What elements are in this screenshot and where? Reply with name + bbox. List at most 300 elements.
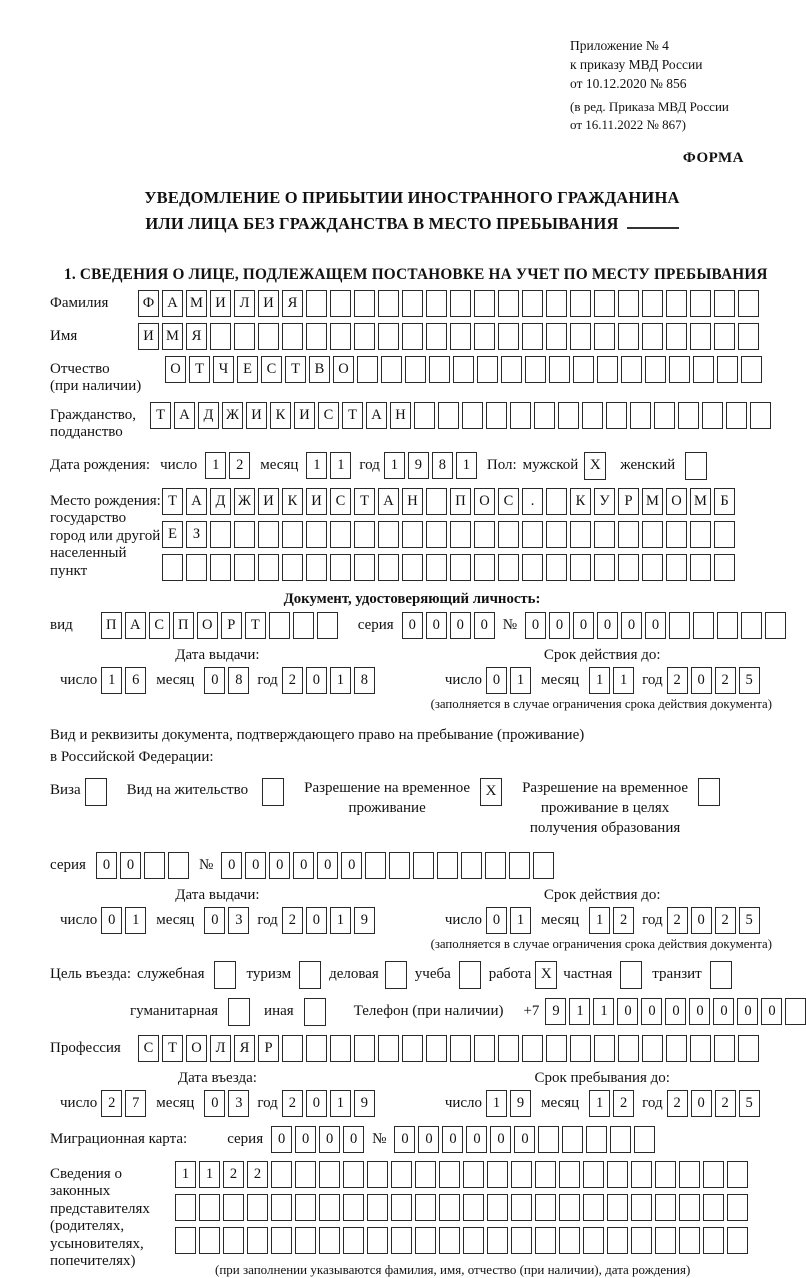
char-cell[interactable] bbox=[282, 323, 303, 350]
char-cell[interactable] bbox=[413, 852, 434, 879]
char-cell[interactable] bbox=[618, 323, 639, 350]
char-cell[interactable] bbox=[654, 402, 675, 429]
char-cell[interactable] bbox=[631, 1227, 652, 1254]
char-cell[interactable]: 0 bbox=[120, 852, 141, 879]
char-cell[interactable] bbox=[522, 1035, 543, 1062]
char-cell[interactable]: О bbox=[186, 1035, 207, 1062]
char-cell[interactable] bbox=[414, 402, 435, 429]
char-cell[interactable]: 2 bbox=[715, 667, 736, 694]
char-cell[interactable] bbox=[365, 852, 386, 879]
char-cell[interactable]: 1 bbox=[589, 907, 610, 934]
char-cell[interactable] bbox=[583, 1194, 604, 1221]
char-cell[interactable] bbox=[378, 554, 399, 581]
char-cell[interactable]: 0 bbox=[269, 852, 290, 879]
char-cell[interactable] bbox=[269, 612, 290, 639]
char-cell[interactable] bbox=[642, 1035, 663, 1062]
char-cell[interactable] bbox=[610, 1126, 631, 1153]
char-cell[interactable] bbox=[559, 1161, 580, 1188]
char-cell[interactable]: 1 bbox=[589, 1090, 610, 1117]
char-cell[interactable] bbox=[463, 1161, 484, 1188]
char-cell[interactable] bbox=[679, 1194, 700, 1221]
char-cell[interactable] bbox=[535, 1227, 556, 1254]
char-cell[interactable]: 0 bbox=[525, 612, 546, 639]
char-cell[interactable]: 0 bbox=[713, 998, 734, 1025]
char-cell[interactable] bbox=[618, 554, 639, 581]
temp-permit-checkbox[interactable]: X bbox=[480, 778, 502, 806]
char-cell[interactable]: 0 bbox=[549, 612, 570, 639]
char-cell[interactable] bbox=[258, 521, 279, 548]
char-cell[interactable]: 0 bbox=[306, 667, 327, 694]
char-cell[interactable]: 0 bbox=[486, 667, 507, 694]
char-cell[interactable]: П bbox=[101, 612, 122, 639]
char-cell[interactable] bbox=[785, 998, 806, 1025]
char-cell[interactable]: С bbox=[318, 402, 339, 429]
char-cell[interactable] bbox=[474, 290, 495, 317]
char-cell[interactable] bbox=[429, 356, 450, 383]
char-cell[interactable] bbox=[666, 1035, 687, 1062]
char-cell[interactable] bbox=[741, 612, 762, 639]
char-cell[interactable] bbox=[354, 521, 375, 548]
char-cell[interactable] bbox=[354, 554, 375, 581]
char-cell[interactable] bbox=[621, 356, 642, 383]
char-cell[interactable]: Д bbox=[210, 488, 231, 515]
char-cell[interactable] bbox=[607, 1227, 628, 1254]
char-cell[interactable] bbox=[509, 852, 530, 879]
char-cell[interactable] bbox=[438, 402, 459, 429]
char-cell[interactable] bbox=[450, 290, 471, 317]
char-cell[interactable]: И bbox=[258, 290, 279, 317]
char-cell[interactable] bbox=[714, 290, 735, 317]
char-cell[interactable]: 1 bbox=[205, 452, 226, 479]
char-cell[interactable]: 0 bbox=[573, 612, 594, 639]
char-cell[interactable]: И bbox=[258, 488, 279, 515]
char-cell[interactable] bbox=[583, 1227, 604, 1254]
char-cell[interactable] bbox=[175, 1227, 196, 1254]
char-cell[interactable]: 2 bbox=[101, 1090, 122, 1117]
char-cell[interactable] bbox=[693, 356, 714, 383]
char-cell[interactable] bbox=[586, 1126, 607, 1153]
char-cell[interactable]: 2 bbox=[282, 667, 303, 694]
char-cell[interactable]: 1 bbox=[306, 452, 327, 479]
char-cell[interactable] bbox=[690, 323, 711, 350]
char-cell[interactable] bbox=[582, 402, 603, 429]
char-cell[interactable]: 5 bbox=[739, 667, 760, 694]
char-cell[interactable] bbox=[343, 1227, 364, 1254]
char-cell[interactable]: 0 bbox=[645, 612, 666, 639]
char-cell[interactable]: 0 bbox=[341, 852, 362, 879]
char-cell[interactable]: 0 bbox=[394, 1126, 415, 1153]
char-cell[interactable] bbox=[666, 323, 687, 350]
char-cell[interactable]: 0 bbox=[204, 1090, 225, 1117]
char-cell[interactable] bbox=[666, 290, 687, 317]
char-cell[interactable] bbox=[319, 1161, 340, 1188]
char-cell[interactable] bbox=[546, 554, 567, 581]
char-cell[interactable]: 2 bbox=[282, 907, 303, 934]
char-cell[interactable]: О bbox=[474, 488, 495, 515]
char-cell[interactable]: 2 bbox=[715, 907, 736, 934]
residence-permit-checkbox[interactable] bbox=[262, 778, 284, 806]
char-cell[interactable]: 0 bbox=[317, 852, 338, 879]
char-cell[interactable] bbox=[295, 1194, 316, 1221]
char-cell[interactable] bbox=[271, 1227, 292, 1254]
char-cell[interactable] bbox=[391, 1194, 412, 1221]
purpose-official-checkbox[interactable] bbox=[214, 961, 236, 989]
char-cell[interactable]: С bbox=[330, 488, 351, 515]
char-cell[interactable]: У bbox=[594, 488, 615, 515]
char-cell[interactable] bbox=[437, 852, 458, 879]
char-cell[interactable] bbox=[546, 290, 567, 317]
char-cell[interactable] bbox=[461, 852, 482, 879]
char-cell[interactable]: 2 bbox=[715, 1090, 736, 1117]
char-cell[interactable]: М bbox=[690, 488, 711, 515]
char-cell[interactable] bbox=[402, 290, 423, 317]
char-cell[interactable] bbox=[655, 1194, 676, 1221]
char-cell[interactable] bbox=[474, 521, 495, 548]
char-cell[interactable] bbox=[234, 323, 255, 350]
char-cell[interactable] bbox=[367, 1194, 388, 1221]
char-cell[interactable] bbox=[367, 1161, 388, 1188]
char-cell[interactable] bbox=[162, 554, 183, 581]
char-cell[interactable]: 0 bbox=[450, 612, 471, 639]
char-cell[interactable] bbox=[415, 1227, 436, 1254]
char-cell[interactable] bbox=[678, 402, 699, 429]
char-cell[interactable] bbox=[690, 554, 711, 581]
char-cell[interactable] bbox=[703, 1227, 724, 1254]
char-cell[interactable] bbox=[450, 1035, 471, 1062]
char-cell[interactable] bbox=[666, 521, 687, 548]
char-cell[interactable]: 1 bbox=[569, 998, 590, 1025]
char-cell[interactable] bbox=[535, 1161, 556, 1188]
char-cell[interactable]: 0 bbox=[101, 907, 122, 934]
char-cell[interactable] bbox=[642, 554, 663, 581]
char-cell[interactable]: 1 bbox=[330, 452, 351, 479]
char-cell[interactable] bbox=[487, 1194, 508, 1221]
char-cell[interactable]: 3 bbox=[228, 907, 249, 934]
char-cell[interactable] bbox=[570, 554, 591, 581]
char-cell[interactable] bbox=[295, 1227, 316, 1254]
char-cell[interactable]: И bbox=[138, 323, 159, 350]
char-cell[interactable]: 2 bbox=[229, 452, 250, 479]
char-cell[interactable]: К bbox=[570, 488, 591, 515]
char-cell[interactable] bbox=[594, 554, 615, 581]
purpose-private-checkbox[interactable] bbox=[620, 961, 642, 989]
char-cell[interactable] bbox=[533, 852, 554, 879]
char-cell[interactable]: Т bbox=[354, 488, 375, 515]
char-cell[interactable] bbox=[319, 1227, 340, 1254]
char-cell[interactable] bbox=[522, 290, 543, 317]
char-cell[interactable]: 0 bbox=[486, 907, 507, 934]
char-cell[interactable] bbox=[378, 290, 399, 317]
char-cell[interactable] bbox=[378, 1035, 399, 1062]
char-cell[interactable] bbox=[357, 356, 378, 383]
char-cell[interactable] bbox=[693, 612, 714, 639]
char-cell[interactable] bbox=[381, 356, 402, 383]
purpose-other-checkbox[interactable] bbox=[304, 998, 326, 1026]
char-cell[interactable] bbox=[474, 554, 495, 581]
char-cell[interactable]: С bbox=[149, 612, 170, 639]
char-cell[interactable] bbox=[510, 402, 531, 429]
char-cell[interactable] bbox=[450, 554, 471, 581]
char-cell[interactable]: Р bbox=[618, 488, 639, 515]
purpose-transit-checkbox[interactable] bbox=[710, 961, 732, 989]
char-cell[interactable] bbox=[501, 356, 522, 383]
char-cell[interactable] bbox=[726, 402, 747, 429]
char-cell[interactable] bbox=[463, 1227, 484, 1254]
char-cell[interactable]: Т bbox=[285, 356, 306, 383]
char-cell[interactable]: Н bbox=[402, 488, 423, 515]
char-cell[interactable] bbox=[391, 1227, 412, 1254]
char-cell[interactable] bbox=[562, 1126, 583, 1153]
char-cell[interactable]: Т bbox=[342, 402, 363, 429]
char-cell[interactable]: Я bbox=[282, 290, 303, 317]
char-cell[interactable]: В bbox=[309, 356, 330, 383]
char-cell[interactable]: 5 bbox=[739, 1090, 760, 1117]
char-cell[interactable] bbox=[727, 1161, 748, 1188]
char-cell[interactable] bbox=[511, 1194, 532, 1221]
char-cell[interactable]: А bbox=[125, 612, 146, 639]
char-cell[interactable] bbox=[511, 1227, 532, 1254]
char-cell[interactable] bbox=[630, 402, 651, 429]
char-cell[interactable]: 8 bbox=[432, 452, 453, 479]
char-cell[interactable] bbox=[714, 521, 735, 548]
char-cell[interactable] bbox=[306, 554, 327, 581]
char-cell[interactable] bbox=[271, 1194, 292, 1221]
char-cell[interactable]: 1 bbox=[589, 667, 610, 694]
char-cell[interactable] bbox=[223, 1227, 244, 1254]
char-cell[interactable] bbox=[462, 402, 483, 429]
char-cell[interactable] bbox=[546, 1035, 567, 1062]
purpose-humanitarian-checkbox[interactable] bbox=[228, 998, 250, 1026]
char-cell[interactable] bbox=[450, 323, 471, 350]
char-cell[interactable] bbox=[645, 356, 666, 383]
char-cell[interactable]: О bbox=[333, 356, 354, 383]
char-cell[interactable]: 0 bbox=[442, 1126, 463, 1153]
char-cell[interactable] bbox=[426, 554, 447, 581]
char-cell[interactable] bbox=[717, 356, 738, 383]
char-cell[interactable] bbox=[570, 323, 591, 350]
char-cell[interactable]: З bbox=[186, 521, 207, 548]
visa-checkbox[interactable] bbox=[85, 778, 107, 806]
char-cell[interactable] bbox=[186, 554, 207, 581]
char-cell[interactable]: К bbox=[282, 488, 303, 515]
char-cell[interactable] bbox=[498, 554, 519, 581]
char-cell[interactable]: 7 bbox=[125, 1090, 146, 1117]
char-cell[interactable] bbox=[714, 1035, 735, 1062]
char-cell[interactable] bbox=[415, 1161, 436, 1188]
char-cell[interactable] bbox=[439, 1194, 460, 1221]
char-cell[interactable] bbox=[546, 323, 567, 350]
purpose-tourism-checkbox[interactable] bbox=[299, 961, 321, 989]
char-cell[interactable] bbox=[485, 852, 506, 879]
char-cell[interactable]: Е bbox=[162, 521, 183, 548]
char-cell[interactable] bbox=[583, 1161, 604, 1188]
char-cell[interactable] bbox=[606, 402, 627, 429]
char-cell[interactable] bbox=[306, 521, 327, 548]
char-cell[interactable]: 0 bbox=[641, 998, 662, 1025]
char-cell[interactable]: 0 bbox=[665, 998, 686, 1025]
char-cell[interactable] bbox=[330, 1035, 351, 1062]
char-cell[interactable] bbox=[703, 1194, 724, 1221]
char-cell[interactable] bbox=[690, 1035, 711, 1062]
char-cell[interactable] bbox=[426, 488, 447, 515]
char-cell[interactable]: Е bbox=[237, 356, 258, 383]
char-cell[interactable]: 0 bbox=[621, 612, 642, 639]
char-cell[interactable] bbox=[306, 323, 327, 350]
char-cell[interactable]: 0 bbox=[466, 1126, 487, 1153]
char-cell[interactable] bbox=[486, 402, 507, 429]
char-cell[interactable] bbox=[594, 521, 615, 548]
char-cell[interactable]: 0 bbox=[204, 667, 225, 694]
char-cell[interactable]: 1 bbox=[330, 1090, 351, 1117]
char-cell[interactable]: А bbox=[174, 402, 195, 429]
char-cell[interactable] bbox=[618, 290, 639, 317]
char-cell[interactable] bbox=[453, 356, 474, 383]
char-cell[interactable] bbox=[634, 1126, 655, 1153]
char-cell[interactable]: 8 bbox=[354, 667, 375, 694]
char-cell[interactable] bbox=[738, 1035, 759, 1062]
char-cell[interactable] bbox=[450, 521, 471, 548]
char-cell[interactable] bbox=[402, 521, 423, 548]
char-cell[interactable] bbox=[463, 1194, 484, 1221]
char-cell[interactable]: 2 bbox=[667, 667, 688, 694]
char-cell[interactable]: Я bbox=[234, 1035, 255, 1062]
char-cell[interactable] bbox=[234, 554, 255, 581]
char-cell[interactable]: 2 bbox=[282, 1090, 303, 1117]
char-cell[interactable] bbox=[666, 554, 687, 581]
char-cell[interactable]: 1 bbox=[101, 667, 122, 694]
char-cell[interactable] bbox=[144, 852, 165, 879]
char-cell[interactable]: А bbox=[378, 488, 399, 515]
char-cell[interactable] bbox=[714, 554, 735, 581]
char-cell[interactable]: 1 bbox=[613, 667, 634, 694]
char-cell[interactable] bbox=[607, 1161, 628, 1188]
char-cell[interactable]: 1 bbox=[384, 452, 405, 479]
char-cell[interactable]: Т bbox=[245, 612, 266, 639]
char-cell[interactable] bbox=[522, 323, 543, 350]
char-cell[interactable] bbox=[306, 290, 327, 317]
char-cell[interactable]: 0 bbox=[306, 1090, 327, 1117]
char-cell[interactable] bbox=[549, 356, 570, 383]
char-cell[interactable]: Т bbox=[189, 356, 210, 383]
char-cell[interactable] bbox=[487, 1227, 508, 1254]
char-cell[interactable] bbox=[618, 521, 639, 548]
char-cell[interactable] bbox=[389, 852, 410, 879]
char-cell[interactable] bbox=[271, 1161, 292, 1188]
char-cell[interactable] bbox=[522, 554, 543, 581]
char-cell[interactable]: Ж bbox=[222, 402, 243, 429]
char-cell[interactable]: 0 bbox=[221, 852, 242, 879]
char-cell[interactable]: Л bbox=[234, 290, 255, 317]
char-cell[interactable] bbox=[378, 521, 399, 548]
char-cell[interactable] bbox=[534, 402, 555, 429]
char-cell[interactable]: 0 bbox=[306, 907, 327, 934]
char-cell[interactable] bbox=[402, 554, 423, 581]
char-cell[interactable] bbox=[727, 1194, 748, 1221]
char-cell[interactable]: 0 bbox=[490, 1126, 511, 1153]
char-cell[interactable] bbox=[378, 323, 399, 350]
char-cell[interactable] bbox=[741, 356, 762, 383]
char-cell[interactable]: А bbox=[186, 488, 207, 515]
char-cell[interactable] bbox=[594, 1035, 615, 1062]
char-cell[interactable]: 0 bbox=[597, 612, 618, 639]
char-cell[interactable] bbox=[199, 1227, 220, 1254]
char-cell[interactable]: М bbox=[186, 290, 207, 317]
char-cell[interactable]: Ч bbox=[213, 356, 234, 383]
char-cell[interactable] bbox=[282, 521, 303, 548]
char-cell[interactable]: О bbox=[666, 488, 687, 515]
char-cell[interactable] bbox=[199, 1194, 220, 1221]
char-cell[interactable] bbox=[330, 521, 351, 548]
char-cell[interactable]: 1 bbox=[486, 1090, 507, 1117]
char-cell[interactable]: 2 bbox=[667, 907, 688, 934]
char-cell[interactable] bbox=[642, 290, 663, 317]
char-cell[interactable] bbox=[703, 1161, 724, 1188]
char-cell[interactable] bbox=[618, 1035, 639, 1062]
char-cell[interactable] bbox=[655, 1227, 676, 1254]
purpose-work-checkbox[interactable]: X bbox=[535, 961, 557, 989]
purpose-business-checkbox[interactable] bbox=[385, 961, 407, 989]
char-cell[interactable]: 9 bbox=[354, 907, 375, 934]
char-cell[interactable] bbox=[415, 1194, 436, 1221]
char-cell[interactable]: Т bbox=[150, 402, 171, 429]
char-cell[interactable] bbox=[330, 323, 351, 350]
char-cell[interactable]: Ж bbox=[234, 488, 255, 515]
char-cell[interactable]: 1 bbox=[330, 667, 351, 694]
char-cell[interactable]: 0 bbox=[204, 907, 225, 934]
char-cell[interactable] bbox=[282, 1035, 303, 1062]
char-cell[interactable] bbox=[354, 290, 375, 317]
char-cell[interactable] bbox=[559, 1194, 580, 1221]
char-cell[interactable] bbox=[234, 521, 255, 548]
char-cell[interactable] bbox=[498, 1035, 519, 1062]
char-cell[interactable] bbox=[570, 521, 591, 548]
char-cell[interactable] bbox=[317, 612, 338, 639]
char-cell[interactable] bbox=[522, 521, 543, 548]
char-cell[interactable]: 1 bbox=[510, 907, 531, 934]
char-cell[interactable]: 9 bbox=[545, 998, 566, 1025]
char-cell[interactable]: И bbox=[306, 488, 327, 515]
char-cell[interactable]: 0 bbox=[691, 1090, 712, 1117]
char-cell[interactable] bbox=[391, 1161, 412, 1188]
char-cell[interactable] bbox=[210, 554, 231, 581]
char-cell[interactable] bbox=[597, 356, 618, 383]
char-cell[interactable] bbox=[282, 554, 303, 581]
char-cell[interactable] bbox=[247, 1227, 268, 1254]
char-cell[interactable]: А bbox=[162, 290, 183, 317]
char-cell[interactable]: 5 bbox=[739, 907, 760, 934]
char-cell[interactable] bbox=[669, 612, 690, 639]
char-cell[interactable]: Б bbox=[714, 488, 735, 515]
char-cell[interactable] bbox=[679, 1161, 700, 1188]
char-cell[interactable]: 9 bbox=[354, 1090, 375, 1117]
char-cell[interactable] bbox=[559, 1227, 580, 1254]
char-cell[interactable] bbox=[717, 612, 738, 639]
char-cell[interactable]: Я bbox=[186, 323, 207, 350]
char-cell[interactable] bbox=[535, 1194, 556, 1221]
char-cell[interactable] bbox=[546, 488, 567, 515]
char-cell[interactable]: 0 bbox=[737, 998, 758, 1025]
char-cell[interactable] bbox=[426, 290, 447, 317]
char-cell[interactable]: 8 bbox=[228, 667, 249, 694]
char-cell[interactable]: 1 bbox=[125, 907, 146, 934]
char-cell[interactable] bbox=[558, 402, 579, 429]
char-cell[interactable]: И bbox=[246, 402, 267, 429]
char-cell[interactable] bbox=[402, 1035, 423, 1062]
char-cell[interactable]: Т bbox=[162, 1035, 183, 1062]
char-cell[interactable] bbox=[474, 323, 495, 350]
purpose-study-checkbox[interactable] bbox=[459, 961, 481, 989]
char-cell[interactable]: 1 bbox=[330, 907, 351, 934]
